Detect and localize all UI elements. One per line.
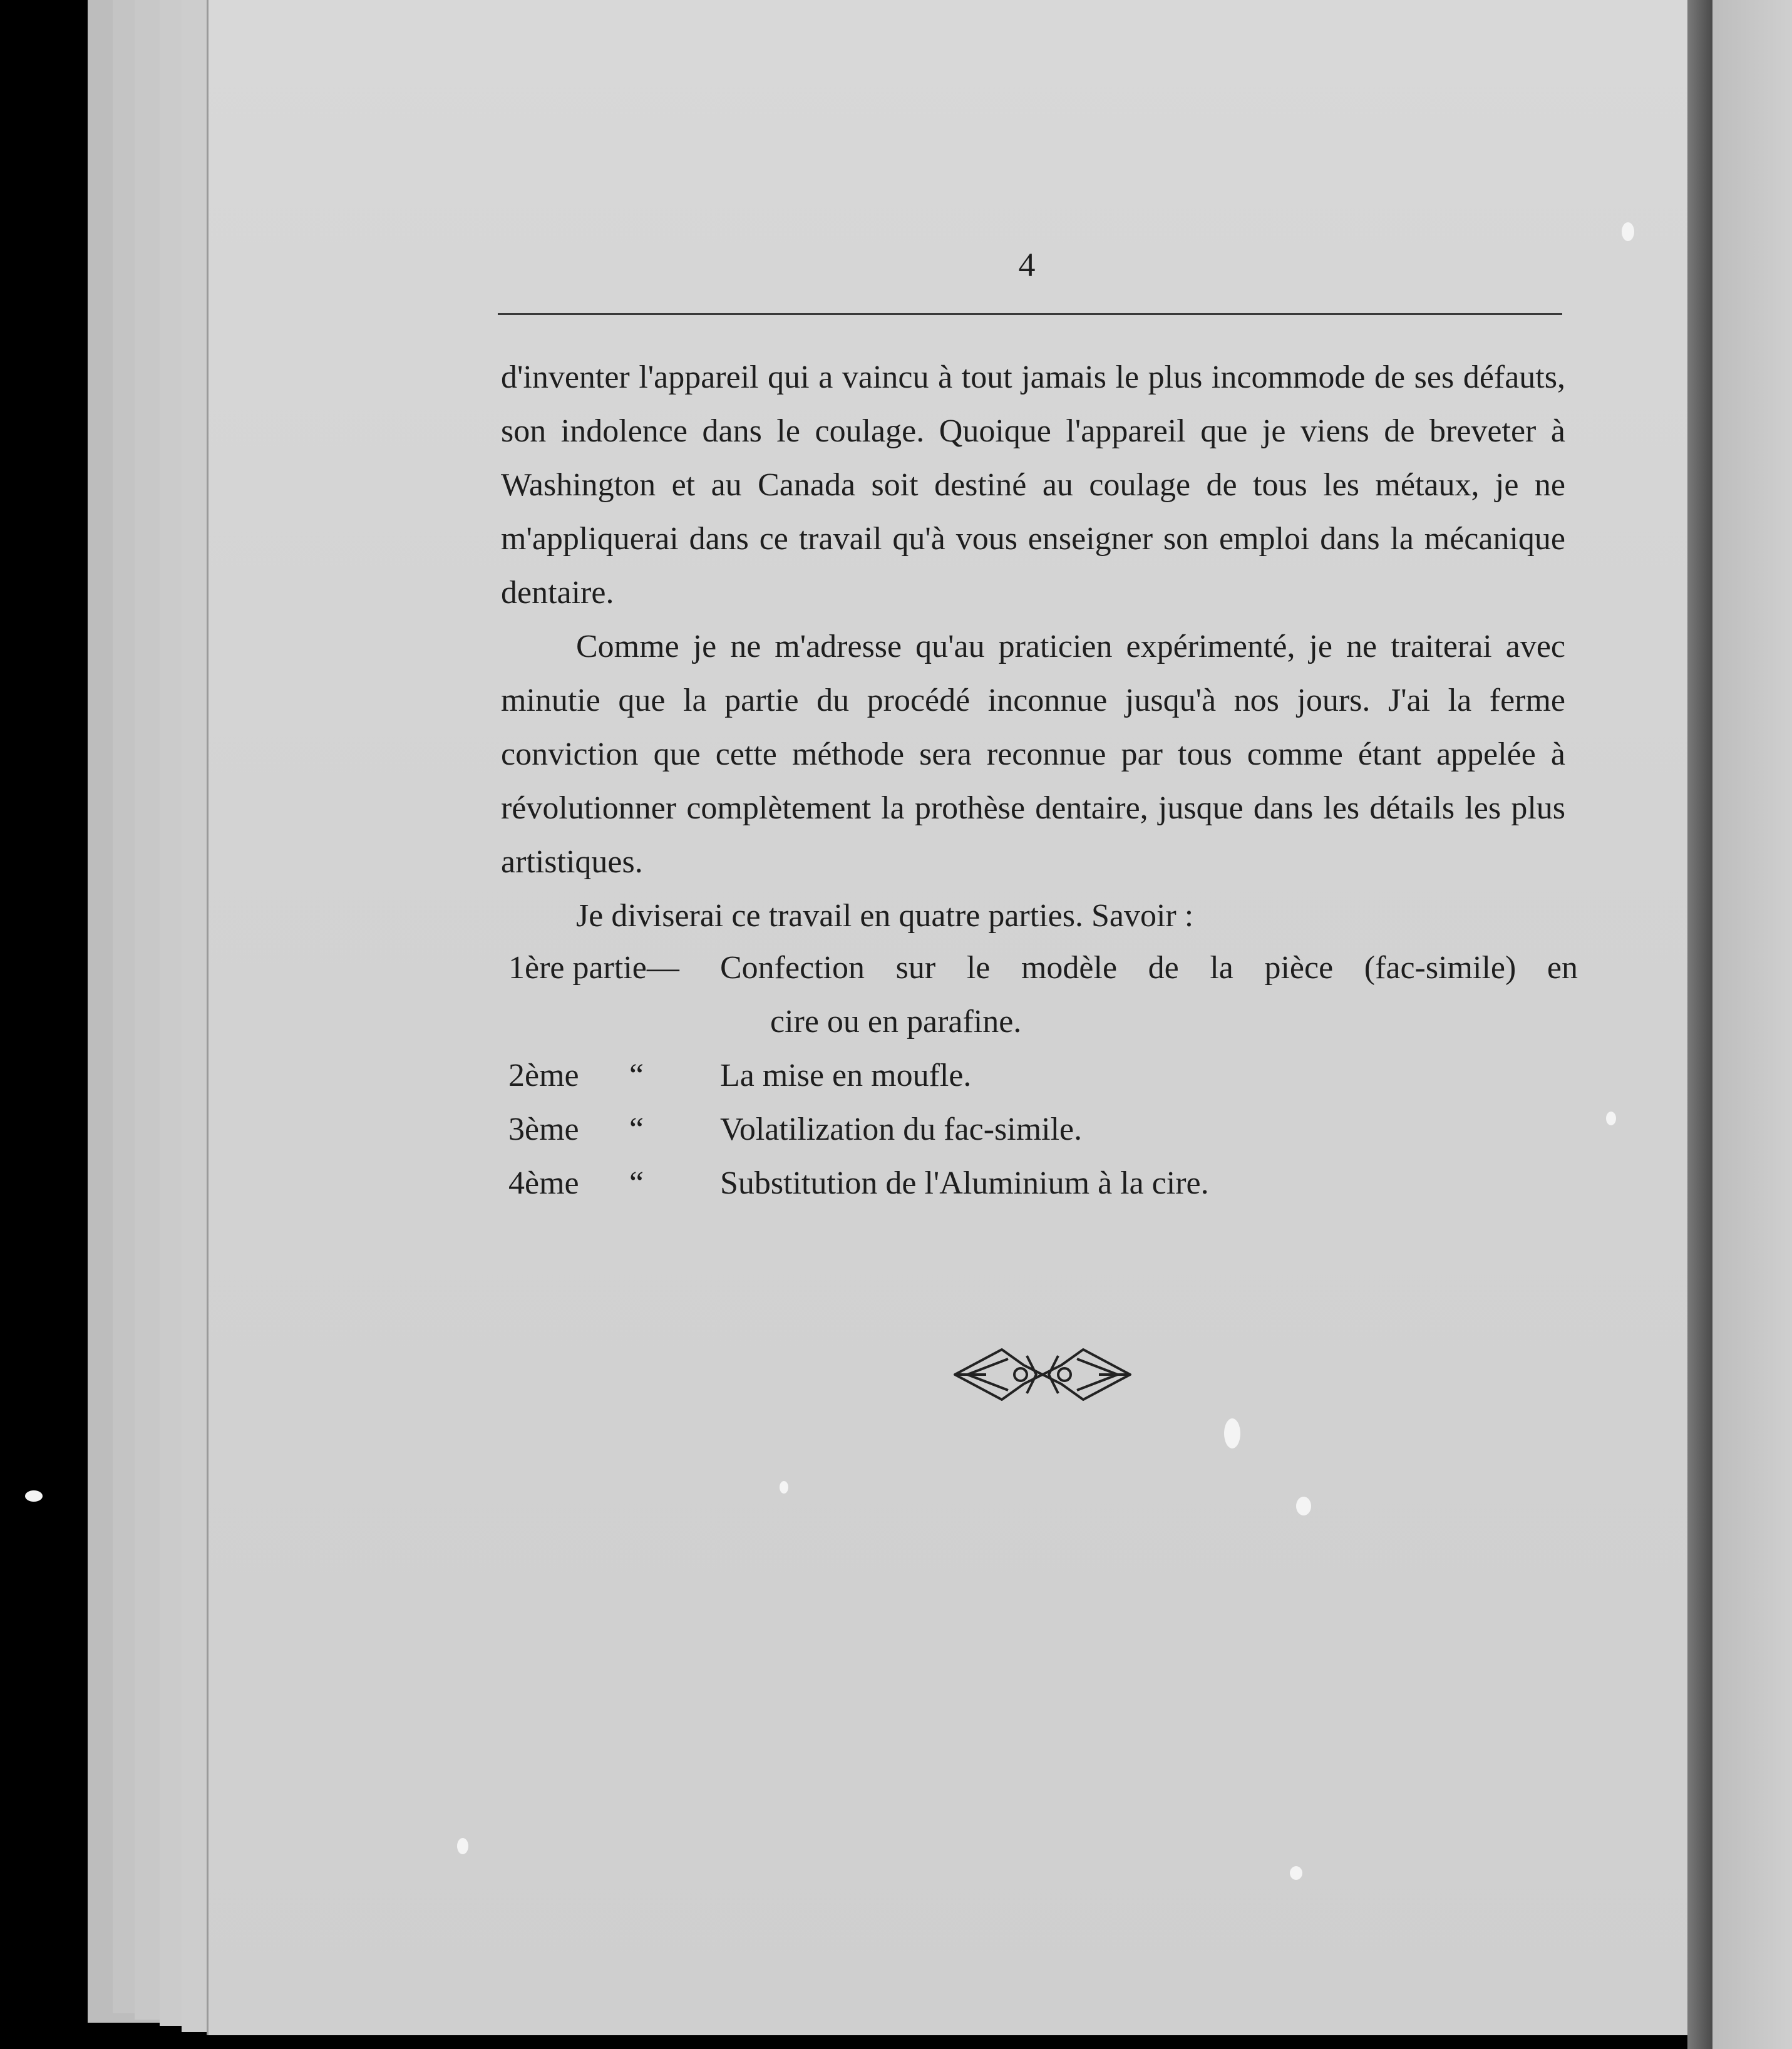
scan-speck: [1224, 1418, 1240, 1448]
paragraph: Comme je ne m'adresse qu'au praticien expérimenté, je ne traiterai avec minutie que la partie du procédé inconnue jusqu'à nos jours. J'ai la ferme conviction que cette méthode sera reconnue par tous comme étant appelée à révolutionner complètement la prothèse dentaire, jusque dans les détails les plus artistiques.: [501, 629, 1565, 880]
plan-item-label: 3ème: [508, 1112, 579, 1147]
plan-item-description: La mise en moufle.: [720, 1058, 972, 1093]
plan-item-label: 1ère partie—: [508, 950, 679, 986]
gutter-shadow: [1687, 0, 1712, 2049]
plan-item-description: Confection sur le modèle de la pièce (fac-simile) en: [720, 950, 1578, 986]
plan-item-description: Volatilization du fac-simile.: [720, 1112, 1083, 1147]
facing-page-edge: [1712, 0, 1792, 2049]
ditto-mark: “: [629, 1165, 644, 1201]
scan-speck: [457, 1838, 468, 1854]
plan-item-label: 2ème: [508, 1058, 579, 1093]
paragraph: d'inventer l'appareil qui a vaincu à tout jamais le plus incommode de ses défauts, son indolence dans le coulage. Quoique l'appareil que je viens de breveter à Washington et au Canada soit destiné au coulage de tous les métaux, je ne m'appliquerai dans ce travail qu'à vous enseigner son emploi dans la mécanique dentaire.: [501, 359, 1565, 611]
scan-speck: [1296, 1497, 1311, 1515]
scan-speck: [780, 1481, 788, 1494]
scan-speck: [25, 1490, 43, 1502]
ditto-mark: “: [629, 1058, 644, 1093]
paragraph: Je diviserai ce travail en quatre parties. Savoir :: [576, 898, 1194, 934]
page-edge: [182, 0, 209, 2032]
scan-speck: [1606, 1112, 1616, 1125]
scan-speck: [1622, 222, 1634, 241]
body-text: [501, 351, 1565, 943]
plan-item-description: Substitution de l'Aluminium à la cire.: [720, 1165, 1209, 1201]
page-number: 4: [1018, 246, 1036, 284]
scan-speck: [1290, 1866, 1302, 1880]
header-rule: [498, 313, 1562, 315]
ditto-mark: “: [629, 1112, 644, 1147]
plan-item-continuation-row: [501, 995, 1578, 1049]
plan-item: [501, 1049, 1578, 1103]
decorative-fleuron-icon: [949, 1337, 1136, 1412]
plan-item-label: 4ème: [508, 1165, 579, 1201]
plan-item: [501, 1157, 1578, 1210]
plan-item: [501, 1103, 1578, 1157]
plan-item-continuation: cire ou en parafine.: [770, 1004, 1022, 1040]
plan-item: [501, 941, 1578, 995]
